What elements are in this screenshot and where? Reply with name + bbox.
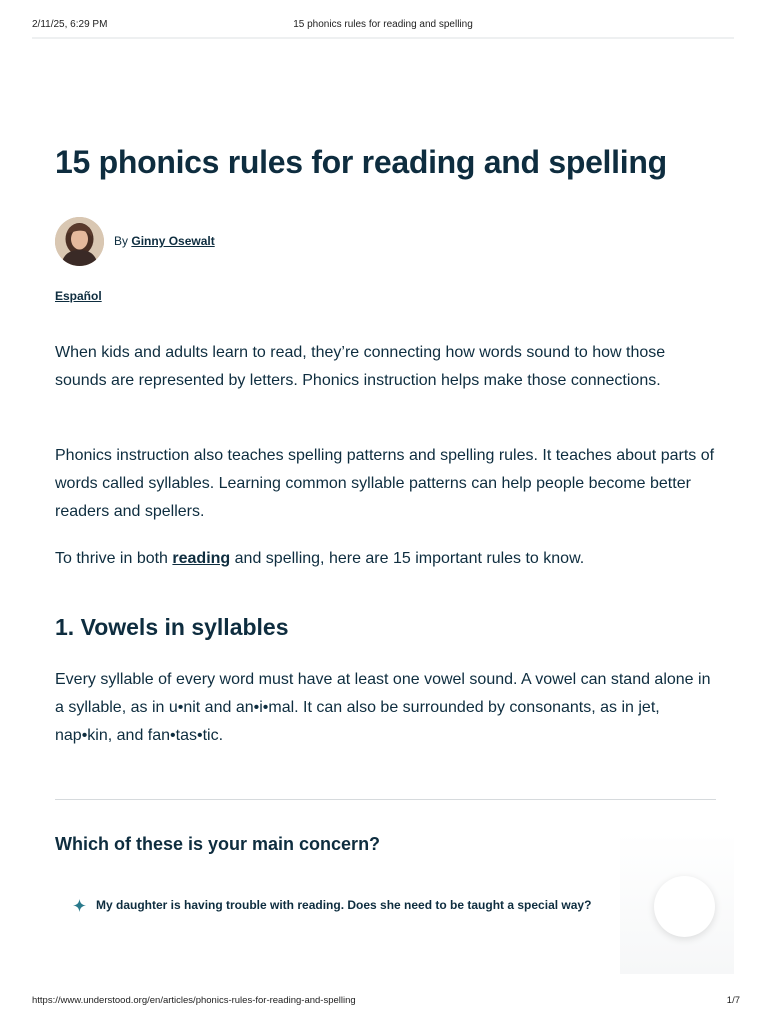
- language-link-espanol[interactable]: Español: [55, 289, 102, 303]
- thrive-text-before: To thrive in both: [55, 550, 173, 567]
- thrive-text-after: and spelling, here are 15 important rules to know.: [230, 550, 585, 567]
- concern-heading: Which of these is your main concern?: [55, 834, 381, 854]
- print-date: 2/11/25, 6:29 PM: [32, 19, 108, 30]
- author-photo: [55, 217, 104, 266]
- page-number: 1/7: [726, 995, 740, 1006]
- concern-option-label: My daughter is having trouble with reading. Does she need to be taught a special way?: [96, 898, 592, 912]
- print-url: https://www.understood.org/en/articles/phonics-rules-for-reading-and-spelling: [32, 995, 356, 1006]
- author-avatar: [55, 217, 104, 266]
- page-title: 15 phonics rules for reading and spelling: [55, 144, 667, 180]
- reading-link[interactable]: reading: [172, 550, 231, 567]
- diamond-icon: [73, 899, 86, 912]
- print-header: [32, 19, 734, 39]
- byline: [55, 216, 215, 266]
- section-heading-vowels: 1. Vowels in syllables: [55, 614, 289, 640]
- concern-option[interactable]: [73, 898, 591, 912]
- byline-prefix: By: [114, 234, 129, 248]
- intro-paragraph-1: When kids and adults learn to read, they’re connecting how words sound to how those sounds are represented by letters. Phonics instruction helps make those connections.: [55, 344, 666, 389]
- section-body-vowels: Every syllable of every word must have at least one vowel sound. A vowel can stand alone in a syllable, as in u•nit and an•i•mal. It can also be surrounded by consonants, as in jet, nap•kin, and fan•tas•tic.: [55, 671, 711, 744]
- author-link[interactable]: Ginny Osewalt: [131, 234, 215, 248]
- intro-paragraph-2: Phonics instruction also teaches spelling patterns and spelling rules. It teaches about parts of words called syllables. Learning common syllable patterns can help people become better readers and spellers.: [55, 447, 715, 520]
- divider: [55, 799, 716, 800]
- print-footer: [32, 995, 740, 1009]
- floating-action-button[interactable]: [654, 876, 715, 937]
- thrive-paragraph: [55, 545, 720, 573]
- print-title: 15 phonics rules for reading and spelling: [293, 19, 473, 30]
- byline-text: [114, 234, 215, 248]
